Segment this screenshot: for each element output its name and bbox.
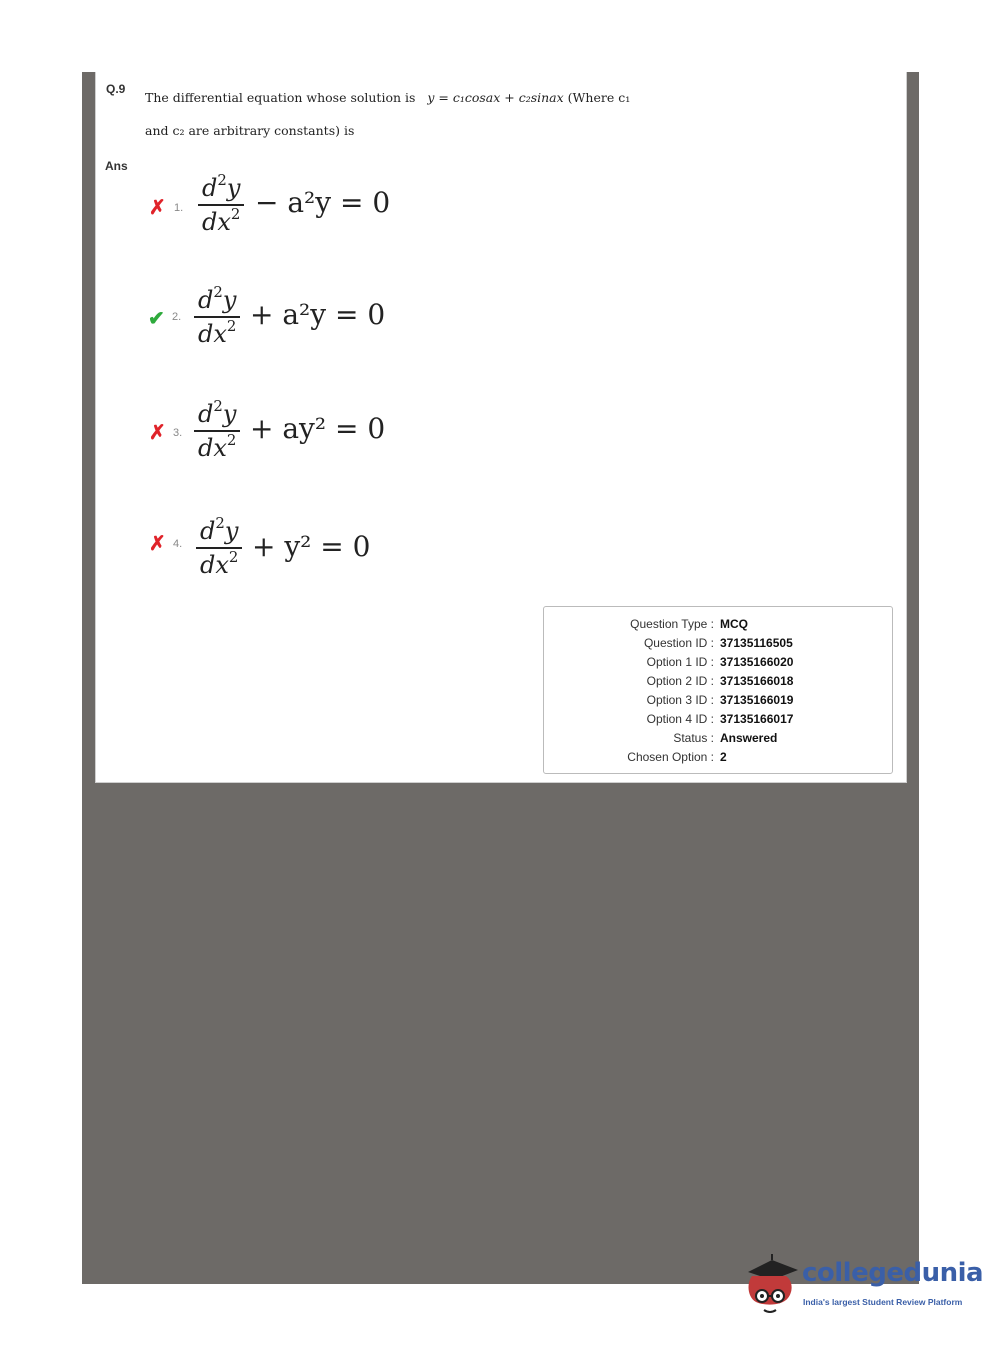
option-4-fraction: $d^2y$ $dx^2$ [196,517,242,579]
answer-label: Ans [105,159,128,173]
option-3-rest: + ay² = 0 [250,412,386,445]
question-text-prefix: The differential equation whose solution is [145,90,416,105]
question-text-suffix: (Where c₁ [567,90,631,105]
cross-icon: ✗ [149,197,166,219]
info-row-option3-id: Option 3 ID : 37135166019 [646,693,794,707]
question-number: Q.9 [106,82,126,96]
option-number: 4. [173,538,183,550]
cross-icon: ✗ [149,422,166,444]
mascot-icon [742,1250,804,1320]
option-4-rest: + y² = 0 [252,530,371,563]
info-row-chosen-option: Chosen Option : 2 [627,750,727,764]
info-row-option4-id: Option 4 ID : 37135166017 [646,712,794,726]
question-text-line2: and c₂ are arbitrary constants) is [145,123,355,138]
info-row-question-type: Question Type : MCQ [630,617,748,631]
question-text-line1 [145,90,630,105]
collegedunia-logo [742,1250,984,1320]
option-1-fraction: $d^2y$ $dx^2$ [198,174,244,236]
check-icon: ✔ [148,308,165,330]
solution-equation: y = c₁cosax + c₂sinax [427,90,564,105]
logo-tagline: India's largest Student Review Platform [803,1297,963,1307]
option-1-rest: − a²y = 0 [255,186,391,219]
logo-wordmark: collegedunia [802,1258,984,1288]
option-number: 3. [173,427,183,439]
option-number: 2. [172,311,182,323]
info-row-question-id: Question ID : 37135116505 [643,636,793,650]
question-info-panel [543,606,893,774]
option-number: 1. [174,202,184,214]
info-row-option1-id: Option 1 ID : 37135166020 [646,655,794,669]
info-row-status: Status : Answered [673,731,778,745]
cross-icon: ✗ [149,533,166,555]
option-2-fraction: $d^2y$ $dx^2$ [194,286,240,348]
info-row-option2-id: Option 2 ID : 37135166018 [646,674,794,688]
option-3-fraction: $d^2y$ $dx^2$ [194,400,240,462]
option-2-rest: + a²y = 0 [250,298,386,331]
